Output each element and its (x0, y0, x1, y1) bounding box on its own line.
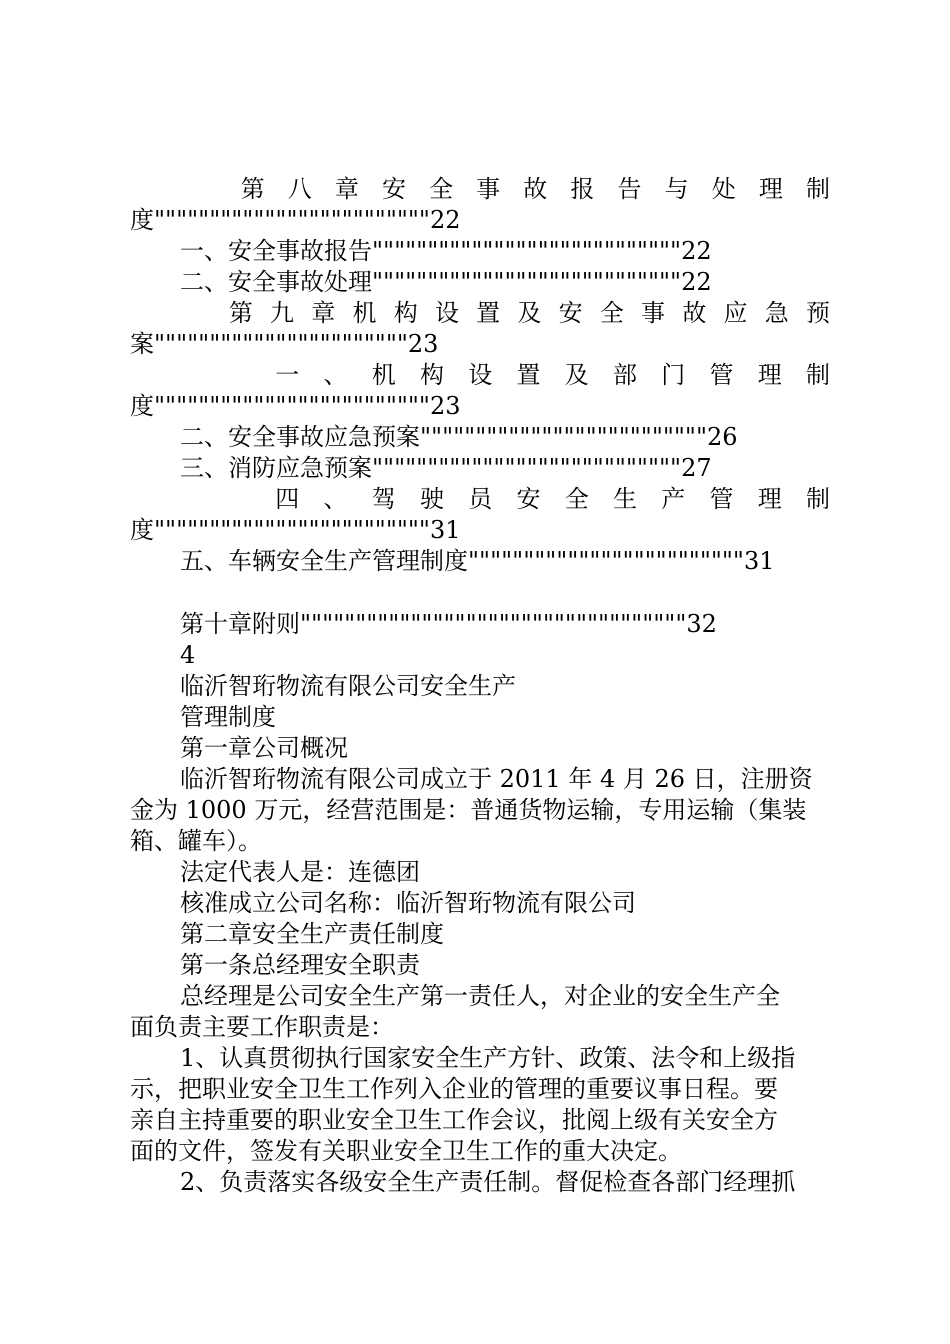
doc-title-line2: 管理制度 (180, 703, 276, 731)
toc-chapter9-item3: 三、消防应急预案""""""""""""""""""""""""""""27 (180, 454, 712, 482)
toc-chapter9-item1-head: 一 、 机 构 设 置 及 部 门 管 理 制 (130, 361, 830, 389)
chapter1-heading: 第一章公司概况 (180, 734, 348, 762)
approved-company-name: 核准成立公司名称：临沂智珩物流有限公司 (180, 889, 636, 917)
gm-para-line1: 总经理是公司安全生产第一责任人，对企业的安全生产全 (180, 982, 780, 1010)
toc-chapter9-item5: 五、车辆安全生产管理制度"""""""""""""""""""""""""31 (180, 547, 775, 575)
toc-chapter9-tail: 案"""""""""""""""""""""""23 (130, 330, 439, 358)
article1-heading: 第一条总经理安全职责 (180, 951, 420, 979)
toc-chapter9-item4-head: 四 、 驾 驶 员 安 全 生 产 管 理 制 (130, 485, 830, 513)
doc-title-line1: 临沂智珩物流有限公司安全生产 (180, 672, 516, 700)
page-number: 4 (180, 641, 196, 669)
blank-line (130, 577, 830, 609)
toc-chapter9-title: 第 九 章 机 构 设 置 及 安 全 事 故 应 急 预 (130, 299, 830, 327)
duty1-line3: 亲自主持重要的职业安全卫生工作会议，批阅上级有关安全方 (130, 1106, 778, 1134)
chapter2-heading: 第二章安全生产责任制度 (180, 920, 444, 948)
toc-chapter8-tail: 度"""""""""""""""""""""""""22 (130, 206, 461, 234)
gm-para-line2: 面负责主要工作职责是： (130, 1013, 394, 1041)
duty1-line4: 面的文件，签发有关职业安全卫生工作的重大决定。 (130, 1137, 682, 1165)
chapter1-para-line2: 金为 1000 万元，经营范围是：普通货物运输，专用运输（集装 (130, 796, 807, 824)
chapter1-para-line1: 临沂智珩物流有限公司成立于 2011 年 4 月 26 日，注册资 (180, 765, 813, 793)
duty1-line1: 1、认真贯彻执行国家安全生产方针、政策、法令和上级指 (180, 1044, 796, 1072)
document-page (130, 174, 830, 1198)
toc-chapter8-item1: 一、安全事故报告""""""""""""""""""""""""""""22 (180, 237, 712, 265)
chapter1-para-line3: 箱、罐车）。 (130, 827, 262, 855)
toc-chapter9-item1-tail: 度"""""""""""""""""""""""""23 (130, 392, 461, 420)
toc-chapter8-title: 第 八 章 安 全 事 故 报 告 与 处 理 制 (130, 175, 830, 203)
duty1-line2: 示，把职业安全卫生工作列入企业的管理的重要议事日程。要 (130, 1075, 778, 1103)
toc-chapter10: 第十章附则"""""""""""""""""""""""""""""""""""32 (180, 610, 717, 638)
toc-chapter9-item2: 二、安全事故应急预案""""""""""""""""""""""""""26 (180, 423, 738, 451)
duty2-line1: 2、负责落实各级安全生产责任制。督促检查各部门经理抓 (180, 1168, 796, 1196)
toc-chapter8-item2: 二、安全事故处理""""""""""""""""""""""""""""22 (180, 268, 712, 296)
legal-representative: 法定代表人是：连德团 (180, 858, 420, 886)
toc-chapter9-item4-tail: 度"""""""""""""""""""""""""31 (130, 516, 461, 544)
